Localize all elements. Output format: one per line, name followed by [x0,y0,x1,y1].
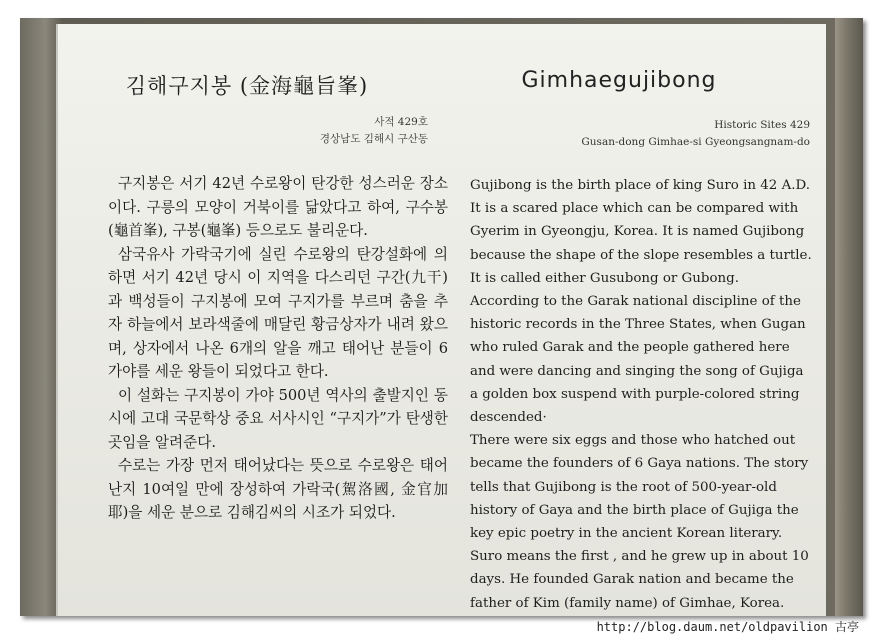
sign-board [56,24,826,616]
korean-paragraph: 이 설화는 구지봉이 가야 500년 역사의 출발지인 동시에 고대 국문학상 중요 서사시인 “구지가”가 탄생한 곳임을 알려준다. [108,386,448,451]
korean-paragraph: 수로는 가장 먼저 태어났다는 뜻으로 수로왕은 태어난지 10여일 만에 장성하여 가락국(駕洛國, 金官加耶)을 세운 분으로 김해김씨의 시조가 되었다. [108,457,448,521]
korean-title: 김해구지봉 (金海龜旨峯) [125,74,369,98]
english-meta [470,117,810,151]
blog-watermark: http://blog.daum.net/oldpavilion 古亭 [596,620,859,634]
korean-paragraph: 삼국유사 가락국기에 실린 수로왕의 탄강설화에 의하면 서기 42년 당시 이 지역을 다스리던 구간(九干)과 백성들이 구지봉에 모여 구지가를 부르며 춤을 추자 하늘에서 보라색줄에 매달린 황금상자가 내려 왔으며, 상자에서 나온 6개의 알을 깨고 태어난 분들이 6가야를 세운 왕들이 되었다고 한다. [108,245,448,380]
korean-site-number: 사적 429호 [374,116,428,128]
korean-paragraph: 구지봉은 서기 42년 수로왕이 탄강한 성스러운 장소이다. 구릉의 모양이 거북이를 닮았다고 하여, 구수봉(龜首峯), 구봉(龜峯) 등으로도 불리운다. [108,175,448,239]
english-paragraph: According to the Garak national discipline of the historic records in the Three States, when Gugan who ruled Garak and the people gathered here and were dancing and singing the song of Gujiga a golden box suspend with purple-colored string descended· [470,294,806,426]
sign-photo [20,18,863,616]
english-location: Gusan-dong Gimhae-si Gyeongsangnam-do [581,136,810,148]
english-paragraph: There were six eggs and those who hatched out became the founders of 6 Gaya nations. The story tells that Gujibong is the root of 500-year-old history of Gaya and the birth place of Gujiga the key epic poetry in the ancient Korean literary. [470,433,809,542]
english-paragraph: Gujibong is the birth place of king Suro in 42 A.D. It is a scared place which can be compared with Gyerim in Gyeongju, Korea. It is named Gujibong because the shape of the slope resembles a turtle. It is called either Gusubong or Gubong. [470,178,812,286]
wooden-post [835,18,863,616]
korean-body [108,172,448,525]
korean-location: 경상남도 김해시 구산동 [319,133,428,145]
english-paragraph: Suro means the first , and he grew up in about 10 days. He founded Garak nation and became the father of Kim (family name) of Gimhae, Korea. [470,549,809,611]
english-body [470,174,815,615]
english-site-number: Historic Sites 429 [714,119,810,131]
english-title: Gimhaegujibong [521,68,717,93]
korean-meta [128,114,428,148]
